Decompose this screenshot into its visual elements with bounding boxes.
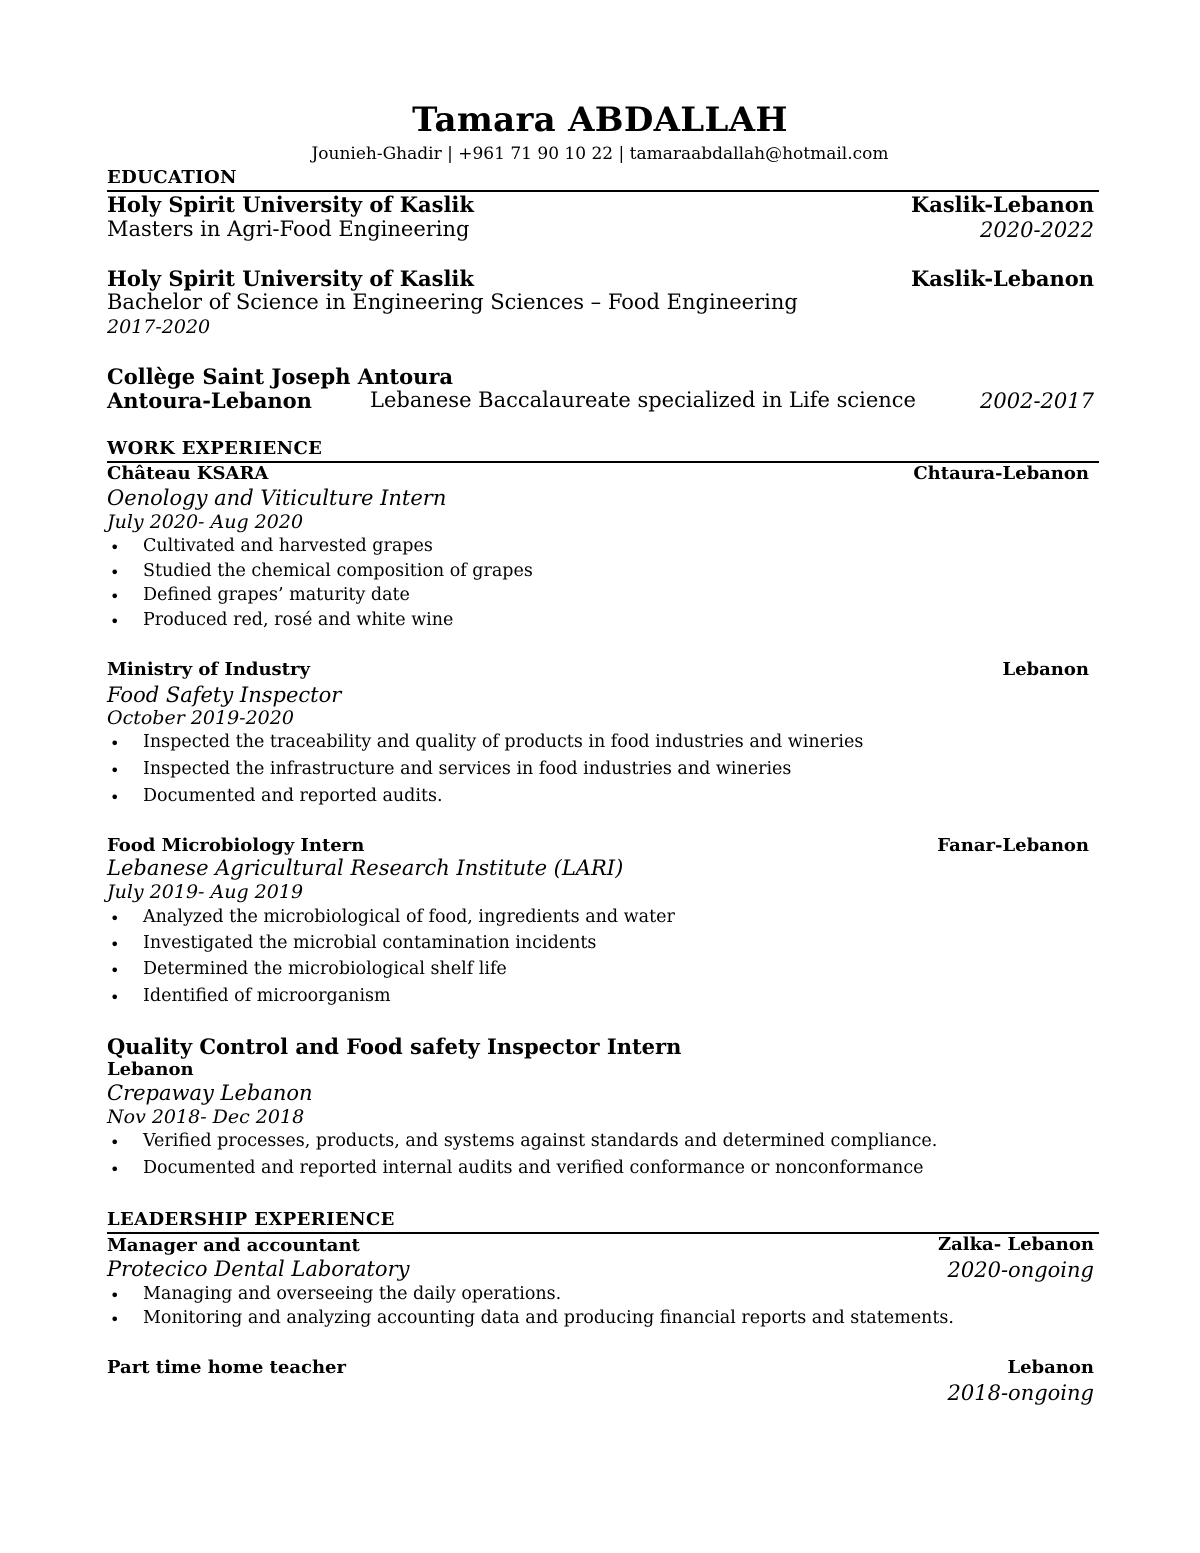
education-location: Antoura-Lebanon — [107, 388, 312, 413]
education-institution: Holy Spirit University of Kaslik — [107, 192, 474, 217]
section-title-work: WORK EXPERIENCE — [107, 438, 323, 459]
list-item: Defined grapes’ maturity date — [143, 585, 410, 605]
bullet-icon: • — [110, 538, 120, 557]
list-item: Cultivated and harvested grapes — [143, 536, 433, 556]
list-item: Monitoring and analyzing accounting data and producing financial reports and statements. — [143, 1308, 954, 1328]
work-role: Oenology and Viticulture Intern — [107, 486, 447, 510]
work-employer: Ministry of Industry — [107, 659, 310, 680]
list-item: Determined the microbiological shelf life — [143, 959, 507, 979]
education-dates: 2002-2017 — [980, 389, 1094, 413]
leadership-role: Manager and accountant — [107, 1235, 360, 1256]
list-item: Studied the chemical composition of grapes — [143, 561, 533, 581]
leadership-dates: 2018-ongoing — [947, 1381, 1094, 1405]
bullet-icon: • — [110, 988, 120, 1007]
list-item: Identified of microorganism — [143, 986, 391, 1006]
work-dates: July 2019- Aug 2019 — [107, 881, 304, 903]
list-item: Verified processes, products, and systems against standards and determined compliance. — [143, 1131, 938, 1151]
section-title-leadership: LEADERSHIP EXPERIENCE — [107, 1209, 395, 1230]
work-dates: Nov 2018- Dec 2018 — [107, 1106, 305, 1128]
bullet-icon: • — [110, 587, 120, 606]
education-degree: Masters in Agri-Food Engineering — [107, 217, 470, 241]
work-employer: Food Microbiology Intern — [107, 835, 365, 856]
education-institution: Holy Spirit University of Kaslik — [107, 266, 474, 291]
leadership-org: Protecico Dental Laboratory — [107, 1257, 410, 1281]
leadership-location: Zalka- Lebanon — [937, 1234, 1094, 1255]
list-item: Analyzed the microbiological of food, ingredients and water — [143, 907, 675, 927]
bullet-icon: • — [110, 734, 120, 753]
education-location: Kaslik-Lebanon — [910, 266, 1094, 291]
leadership-location: Lebanon — [1007, 1357, 1094, 1378]
list-item: Investigated the microbial contamination incidents — [143, 933, 597, 953]
work-employer: Château KSARA — [107, 463, 269, 484]
bullet-icon: • — [110, 1160, 120, 1179]
section-title-education: EDUCATION — [107, 167, 237, 188]
work-employer: Quality Control and Food safety Inspector Intern — [107, 1034, 682, 1059]
work-location: Fanar-Lebanon — [937, 835, 1089, 856]
bullet-icon: • — [110, 1133, 120, 1152]
bullet-icon: • — [110, 612, 120, 631]
education-location: Kaslik-Lebanon — [910, 192, 1094, 217]
work-role: Food Safety Inspector — [107, 683, 342, 707]
work-dates: October 2019-2020 — [107, 707, 294, 729]
education-institution: Collège Saint Joseph Antoura — [107, 364, 454, 389]
education-degree: Lebanese Baccalaureate specialized in Life science — [370, 388, 916, 412]
work-role: Lebanese Agricultural Research Institute (LARI) — [107, 856, 624, 880]
contact-line: Jounieh-Ghadir | +961 71 90 10 22 | tamaraabdallah@hotmail.com — [311, 144, 889, 164]
work-location: Lebanon — [107, 1059, 194, 1080]
bullet-icon: • — [110, 563, 120, 582]
work-dates: July 2020- Aug 2020 — [107, 511, 304, 533]
education-dates: 2017-2020 — [107, 316, 211, 338]
leadership-dates: 2020-ongoing — [947, 1258, 1094, 1282]
list-item: Documented and reported audits. — [143, 786, 443, 806]
bullet-icon: • — [110, 761, 120, 780]
candidate-name: Tamara ABDALLAH — [412, 100, 788, 140]
work-role: Crepaway Lebanon — [107, 1081, 313, 1105]
work-location: Lebanon — [1002, 659, 1089, 680]
list-item: Documented and reported internal audits and verified conformance or nonconformance — [143, 1158, 924, 1178]
education-degree: Bachelor of Science in Engineering Sciences – Food Engineering — [107, 290, 798, 314]
bullet-icon: • — [110, 1286, 120, 1305]
bullet-icon: • — [110, 935, 120, 954]
leadership-role: Part time home teacher — [107, 1357, 346, 1378]
bullet-icon: • — [110, 909, 120, 928]
list-item: Managing and overseeing the daily operations. — [143, 1284, 562, 1304]
bullet-icon: • — [110, 1310, 120, 1329]
work-location: Chtaura-Lebanon — [913, 463, 1089, 484]
bullet-icon: • — [110, 961, 120, 980]
list-item: Inspected the traceability and quality of products in food industries and wineries — [143, 732, 864, 752]
education-dates: 2020-2022 — [980, 218, 1094, 242]
list-item: Produced red, rosé and white wine — [143, 610, 454, 630]
bullet-icon: • — [110, 788, 120, 807]
list-item: Inspected the infrastructure and services in food industries and wineries — [143, 759, 792, 779]
